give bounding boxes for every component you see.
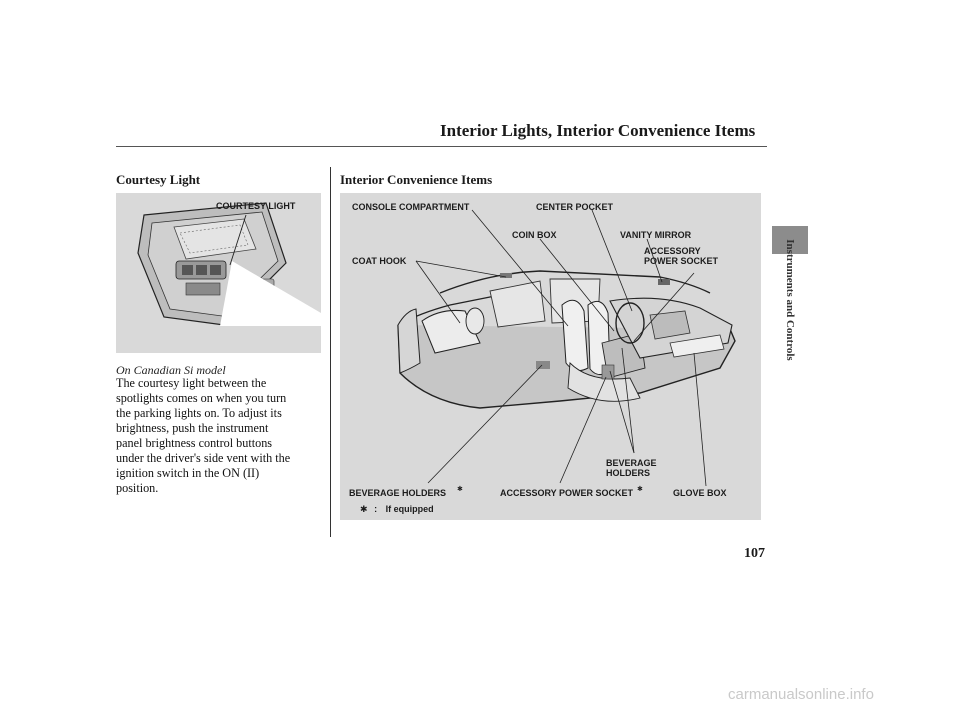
accessory-power-socket-line1: ACCESSORY [644,246,701,256]
accessory-power-socket-label [644,246,718,266]
page-number: 107 [744,546,765,561]
column-divider [330,167,331,537]
courtesy-light-heading: Courtesy Light [116,172,201,187]
page-title: Interior Lights, Interior Convenience Items [440,121,756,140]
body-line: The courtesy light between the [116,376,267,390]
courtesy-light-label: COURTESY LIGHT [216,201,296,211]
beverage-holders-front-label [606,458,657,478]
figure-caption: On Canadian Si model [116,363,226,377]
beverage-holders-line2: HOLDERS [606,468,651,478]
watermark: carmanualsonline.info [728,686,874,703]
courtesy-light-figure [116,193,321,353]
coat-hook-label: COAT HOOK [352,256,407,266]
beverage-holders-rear-label: BEVERAGE HOLDERS [349,488,447,498]
glove-box-label: GLOVE BOX [673,488,727,498]
body-line: ignition switch in the ON (II) [116,466,260,480]
accessory-power-socket-line2: POWER SOCKET [644,256,719,266]
title-rule [116,146,767,147]
body-line: the parking lights on. To adjust its [116,406,282,420]
center-pocket-label: CENTER POCKET [536,202,614,212]
courtesy-light-description [116,376,328,496]
convenience-items-figure [340,193,761,520]
convenience-items-heading: Interior Convenience Items [340,172,493,187]
footnote-marker: ✱ [457,486,463,493]
footnote-colon: : [374,504,378,514]
vanity-mirror-label: VANITY MIRROR [620,230,692,240]
body-line: position. [116,481,159,495]
footnote-symbol: ✱ [360,504,368,514]
body-line: under the driver's side vent with the [116,451,291,465]
footnote-marker: ✱ [637,486,643,493]
beverage-holders-line1: BEVERAGE [606,458,657,468]
footnote [360,504,434,514]
coin-box-label: COIN BOX [512,230,557,240]
courtesy-light-illustration [116,193,321,353]
body-line: panel brightness control buttons [116,436,273,450]
console-compartment-label: CONSOLE COMPARTMENT [352,202,470,212]
car-interior-illustration [340,193,761,520]
accessory-power-socket-lower-label: ACCESSORY POWER SOCKET [500,488,634,498]
section-label: Instruments and Controls [784,239,796,361]
footnote-text: If equipped [385,504,434,514]
body-line: brightness, push the instrument [116,421,269,435]
body-line: spotlights comes on when you turn [116,391,287,405]
